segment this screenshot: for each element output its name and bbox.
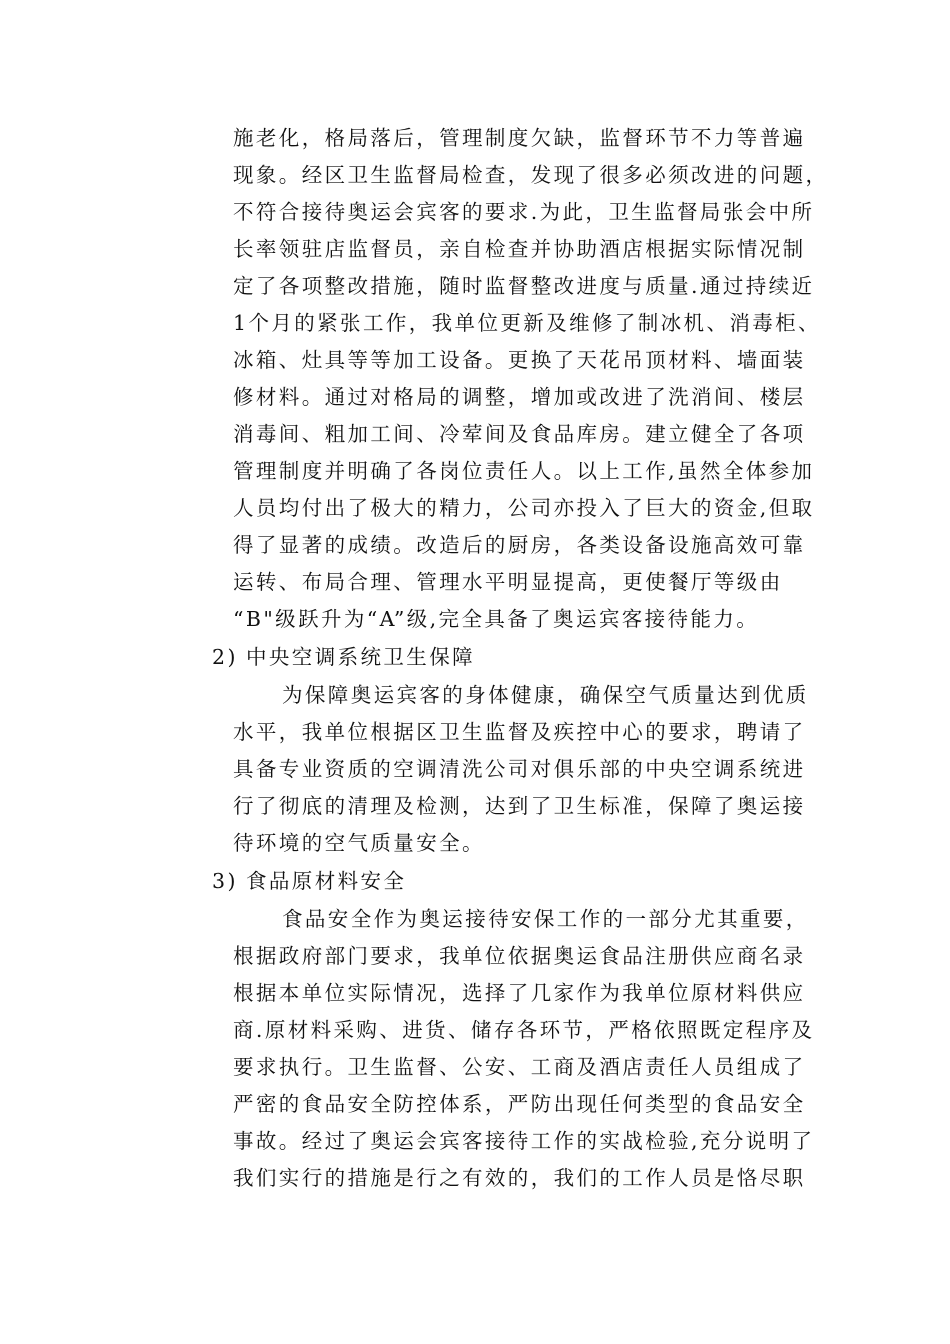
body-text-line: 具备专业资质的空调清洗公司对俱乐部的中央空调系统进 [233, 757, 806, 781]
body-text-line: 不符合接待奥运会宾客的要求.为此，卫生监督局张会中所 [233, 200, 815, 224]
body-text-line: 行了彻底的清理及检测，达到了卫生标准，保障了奥运接 [233, 794, 806, 818]
body-text-line: 运转、布局合理、管理水平明显提高，更使餐厅等级由 [233, 570, 783, 594]
body-text-line: 人员均付出了极大的精力，公司亦投入了巨大的资金,但取 [233, 496, 815, 520]
body-text-line: 根据政府部门要求，我单位依据奥运食品注册供应商名录 [233, 944, 806, 968]
body-text-line: 消毒间、粗加工间、冷荤间及食品库房。建立健全了各项 [233, 422, 806, 446]
body-text-line: 要求执行。卫生监督、公安、工商及酒店责任人员组成了 [233, 1055, 806, 1079]
body-text-line: 管理制度并明确了各岗位责任人。以上工作,虽然全体参加 [233, 459, 815, 483]
body-text-line: 待环境的空气质量安全。 [233, 831, 485, 855]
body-text-line: 根据本单位实际情况，选择了几家作为我单位原材料供应 [233, 981, 806, 1005]
body-text-line: “B"级跃升为“A”级,完全具备了奥运宾客接待能力。 [233, 607, 760, 631]
section-number: 2) [212, 645, 238, 669]
body-text-line: 定了各项整改措施，随时监督整改进度与质量.通过持续近 [233, 274, 815, 298]
body-text-line: 我们实行的措施是行之有效的，我们的工作人员是恪尽职 [233, 1166, 806, 1190]
body-text-line: 1个月的紧张工作，我单位更新及维修了制冰机、消毒柜、 [233, 311, 821, 335]
body-text-line: 为保障奥运宾客的身体健康，确保空气质量达到优质 [282, 683, 809, 707]
body-text-line: 长率领驻店监督员，亲自检查并协助酒店根据实际情况制 [233, 237, 806, 261]
section-heading [212, 867, 406, 895]
body-text-line: 商.原材料采购、进货、储存各环节，严格依照既定程序及 [233, 1018, 815, 1042]
body-text-line: 水平，我单位根据区卫生监督及疾控中心的要求，聘请了 [233, 720, 806, 744]
body-text-line: 施老化，格局落后，管理制度欠缺，监督环节不力等普遍 [233, 126, 806, 150]
body-text-line: 现象。经区卫生监督局检查，发现了很多必须改进的问题， [233, 163, 829, 187]
section-number: 3) [212, 869, 238, 893]
body-text-line: 事故。经过了奥运会宾客接待工作的实战检验,充分说明了 [233, 1129, 815, 1153]
body-text-line: 得了显著的成绩。改造后的厨房，各类设备设施高效可靠 [233, 533, 806, 557]
section-title: 食品原材料安全 [246, 869, 407, 893]
body-text-line: 严密的食品安全防控体系，严防出现任何类型的食品安全 [233, 1092, 806, 1116]
body-text-line: 修材料。通过对格局的调整，增加或改进了洗消间、楼层 [233, 385, 806, 409]
section-heading [212, 643, 475, 671]
section-title: 中央空调系统卫生保障 [246, 645, 475, 669]
body-text-line: 食品安全作为奥运接待安保工作的一部分尤其重要， [282, 907, 809, 931]
body-text-line: 冰箱、灶具等等加工设备。更换了天花吊顶材料、墙面装 [233, 348, 806, 372]
